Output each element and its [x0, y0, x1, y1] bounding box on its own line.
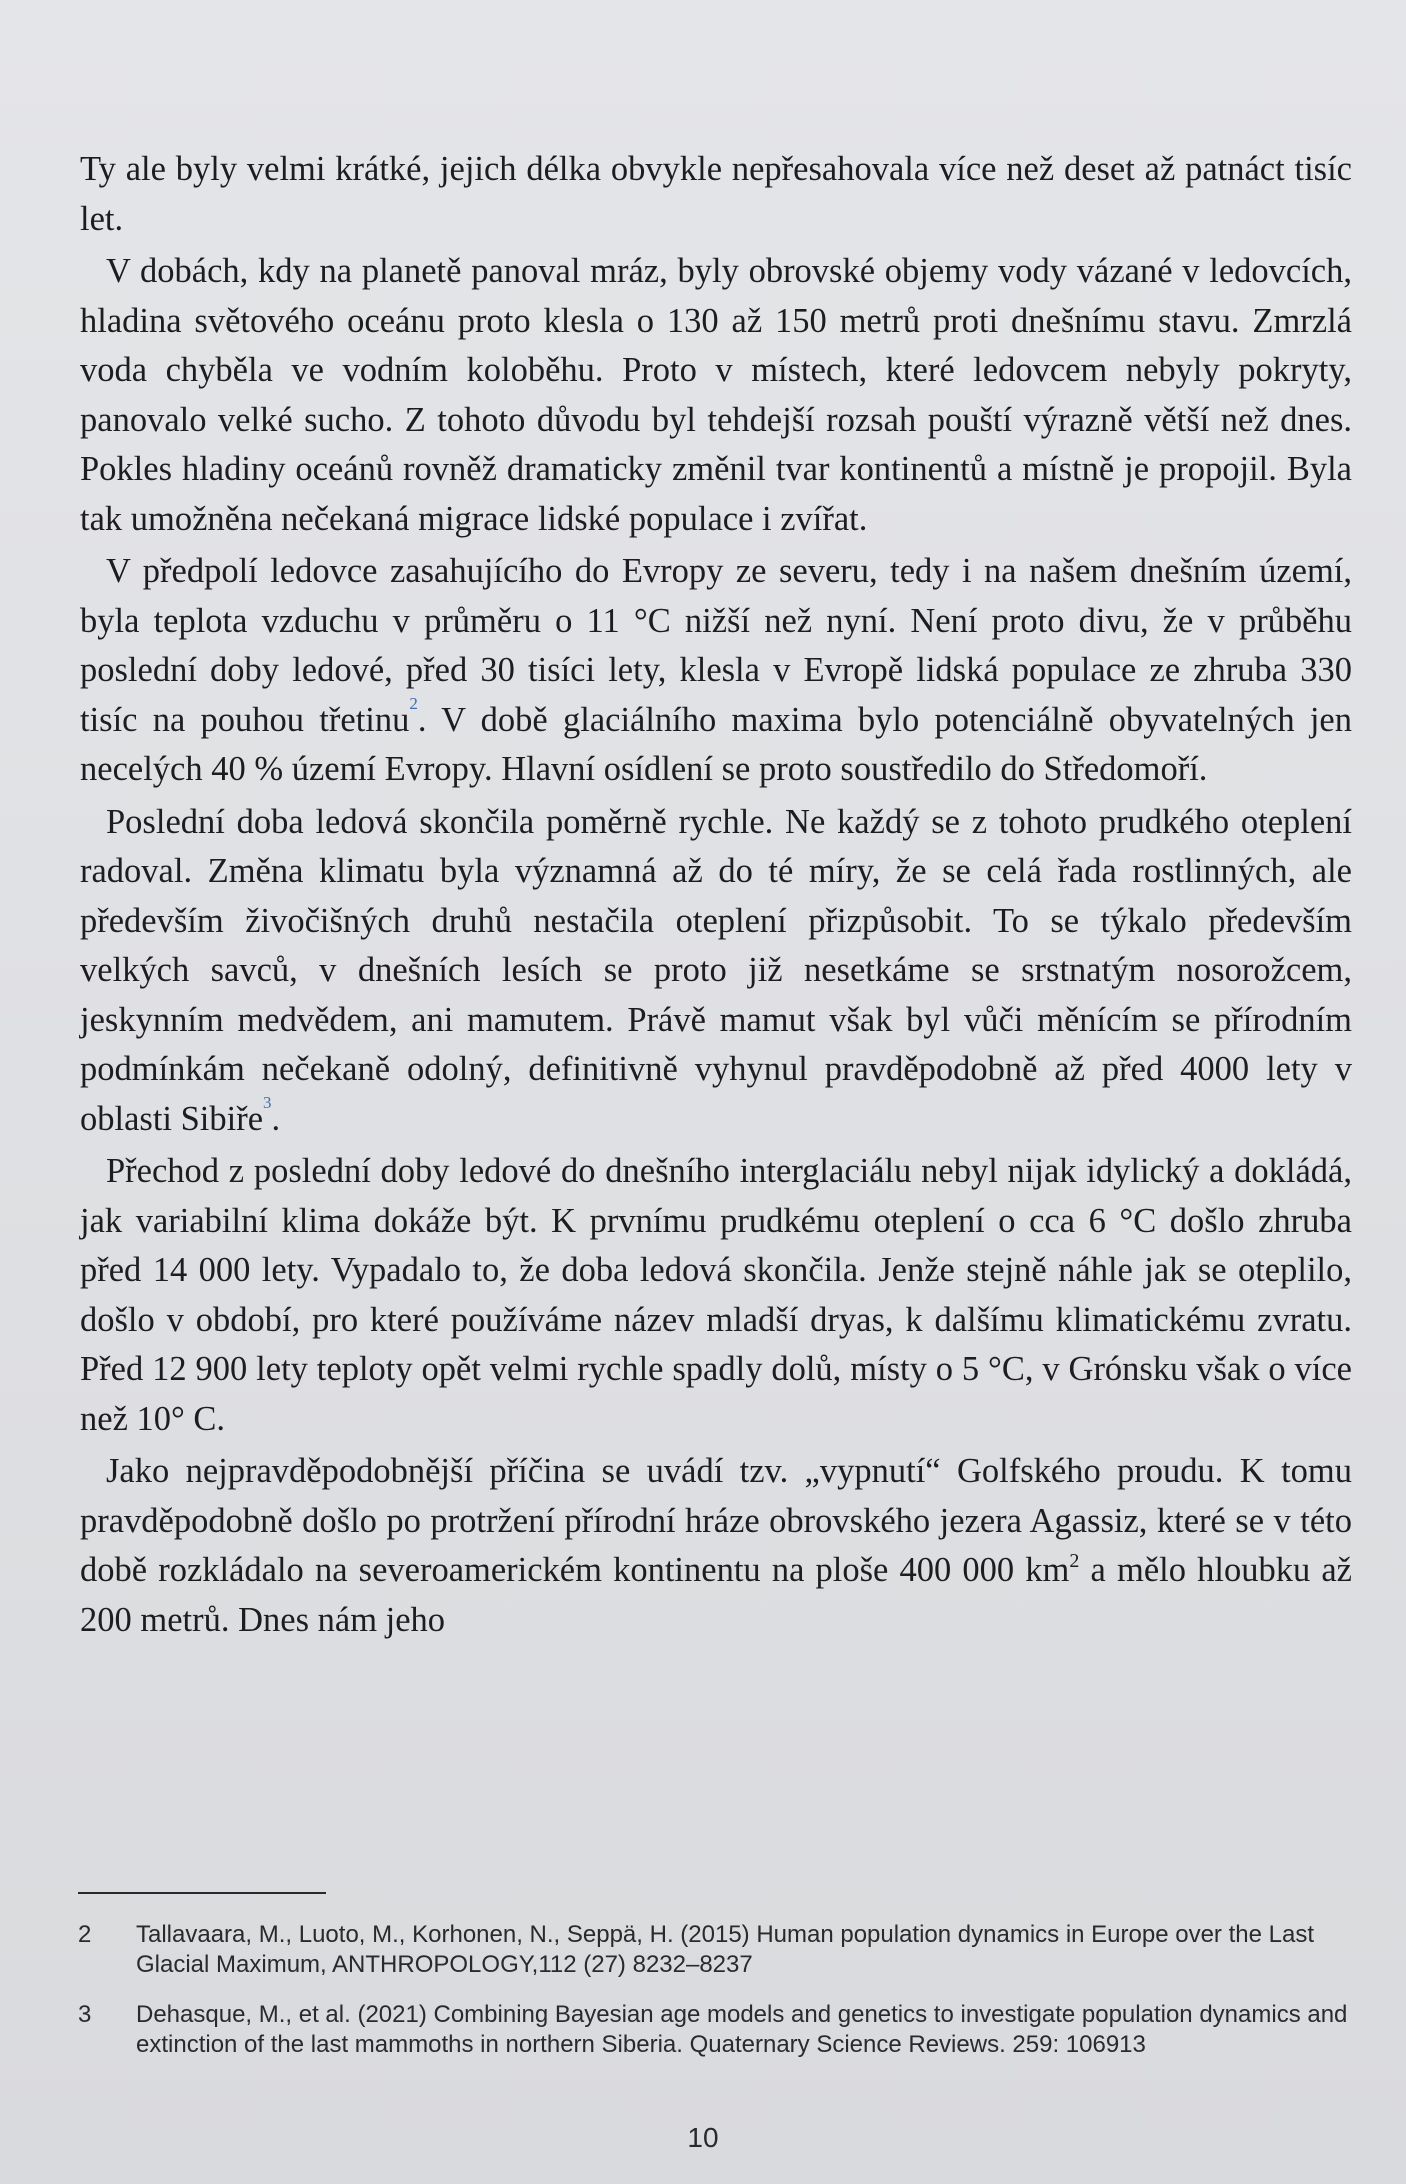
footnote-ref-2[interactable]: 2	[409, 693, 418, 713]
page-number: 10	[687, 2122, 719, 2153]
footnote-number: 2	[78, 1921, 92, 1948]
paragraph-text: V předpolí ledovce zasahujícího do Evropy ze severu, tedy i na našem dnešním území, byla teplota vzduchu v průměru o 11 °C nižší než nyní. Není proto divu, že v průběhu poslední doby ledové, před 30 tisíci lety, klesla v Evropě lidská populace ze zhruba 330 tisíc na pouhou třetinu	[80, 552, 1352, 739]
footnote-ref-3[interactable]: 3	[263, 1092, 272, 1112]
paragraph-text: .	[271, 1099, 281, 1138]
footnote-text: Dehasque, M., et al. (2021) Combining Bayesian age models and genetics to investigate population dynamics and extinction of the last mammoths in northern Siberia. Quaternary Science Reviews. 259: 106913	[136, 2001, 1348, 2058]
km2-superscript: 2	[1069, 1550, 1080, 1572]
footnote-divider	[78, 1892, 326, 1894]
paragraph-4	[80, 798, 1352, 1145]
paragraph-text: Jako nejpravděpodobnější příčina se uvádí tzv. „vypnutí“ Golfského proudu. K tomu pravděpodobně došlo po protržení přírodní hráze obrovského jezera Agassiz, které se v této době rozkládalo na severoamerickém kontinentu na ploše 400 000 km	[80, 1452, 1352, 1589]
paragraph-6	[80, 1447, 1352, 1645]
paragraph-text: a mělo hloubku až 200 metrů. Dnes nám jeho	[80, 1551, 1352, 1639]
footnote-text: Tallavaara, M., Luoto, M., Korhonen, N., Seppä, H. (2015) Human population dynamics in Europe over the Last Glacial Maximum, ANTHROPOLOGY,112 (27) 8232–8237	[136, 1921, 1314, 1978]
paragraph-5	[80, 1147, 1352, 1444]
footnote-number: 3	[78, 2001, 92, 2028]
paragraph-text: Poslední doba ledová skončila poměrně rychle. Ne každý se z tohoto prudkého oteplení radoval. Změna klimatu byla významná až do té míry, že se celá řada rostlinných, ale především živočišných druhů nestačila oteplení přizpůsobit. To se týkalo především velkých savců, v dnešních lesích se proto již nesetkáme se srstnatým nosorožcem, jeskynním medvědem, ani mamutem. Právě mamut však byl vůči měnícím se přírodním podmínkám nečekaně odolný, definitivně vyhynul pravděpodobně až před 4000 lety v oblasti Sibiře	[80, 802, 1352, 1138]
paragraph-3	[80, 547, 1352, 795]
paragraph-1	[80, 145, 1352, 244]
footnote-2	[78, 1920, 1354, 1980]
paragraph-text: Přechod z poslední doby ledové do dnešního interglaciálu nebyl nijak idylický a dokládá, jak variabilní klima dokáže být. K prvnímu prudkému oteplení o cca 6 °C došlo zhruba před 14 000 lety. Vypadalo to, že doba ledová skončila. Jenže stejně náhle jak se oteplilo, došlo v období, pro které používáme název mladší dryas, k dalšímu klimatickému zvratu. Před 12 900 lety teploty opět velmi rychle spadly dolů, místy o 5 °C, v Grónsku však o více než 10° C.	[80, 1152, 1352, 1438]
paragraph-text: V dobách, kdy na planetě panoval mráz, byly obrovské objemy vody vázané v ledovcích, hladina světového oceánu proto klesla o 130 až 150 metrů proti dnešnímu stavu. Zmrzlá voda chyběla ve vodním koloběhu. Proto v místech, které ledovcem nebyly pokryty, panovalo velké sucho. Z tohoto důvodu byl tehdejší rozsah pouští výrazně větší než dnes. Pokles hladiny oceánů rovněž dramaticky změnil tvar kontinentů a místně je propojil. Byla tak umožněna nečekaná migrace lidské populace i zvířat.	[80, 252, 1352, 538]
paragraph-text: Ty ale byly velmi krátké, jejich délka obvykle nepřesahovala více než deset až patnáct tisíc let.	[80, 150, 1352, 238]
footnotes	[78, 1900, 1354, 2060]
paragraph-text: . V době glaciálního maxima bylo potenciálně obyvatelných jen necelých 40 % území Evropy. Hlavní osídlení se proto soustředilo do Středomoří.	[80, 700, 1352, 788]
footnote-3	[78, 2000, 1354, 2060]
paragraph-2	[80, 247, 1352, 544]
body-text	[80, 145, 1352, 1648]
